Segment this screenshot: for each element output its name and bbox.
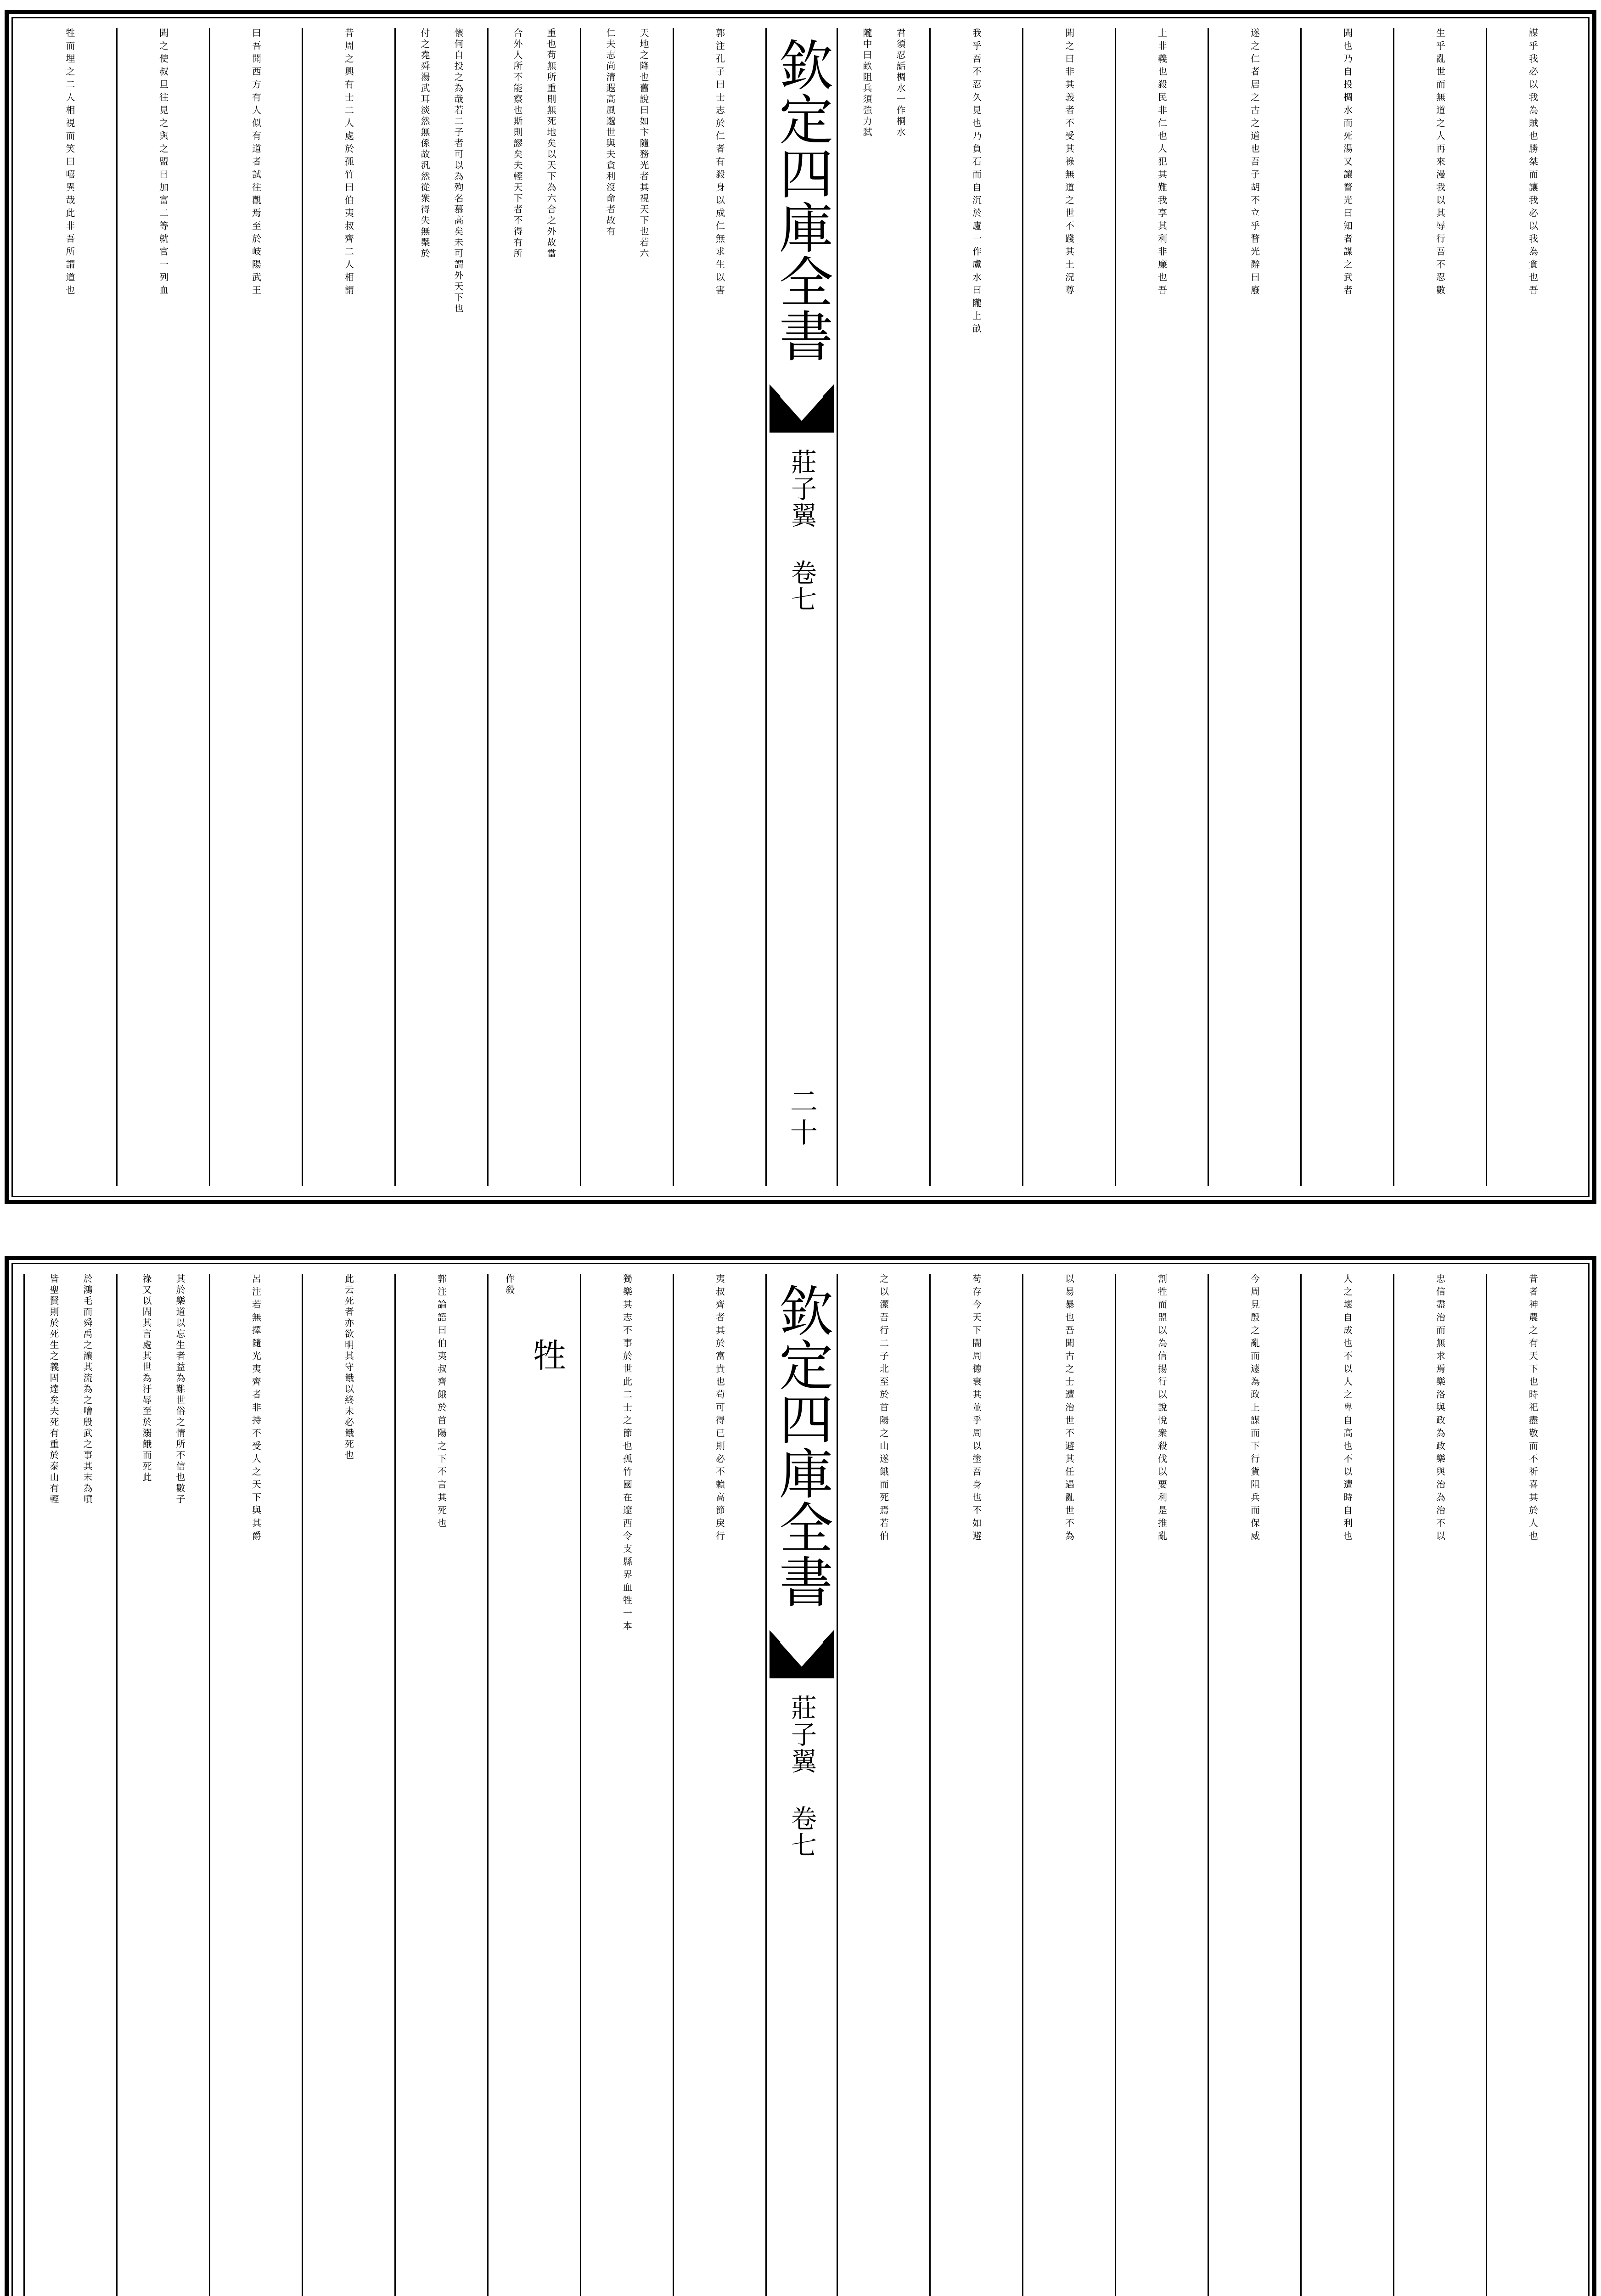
text-column xyxy=(929,1274,1022,2296)
column-text: 忠信盡治而無求焉樂洛與政為政樂與治為治不以 xyxy=(1434,1274,1446,1544)
text-column xyxy=(1486,28,1579,1186)
text-column xyxy=(1022,28,1115,1186)
column-text: 獨樂其志不事於世此二士之節也孤竹國在遼西令支縣界血牲一本 xyxy=(621,1274,633,1634)
running-title: 莊子翼 卷七 xyxy=(787,449,817,613)
book-title: 欽定四庫全書 xyxy=(770,37,833,362)
fish-tail-mark-icon xyxy=(767,375,836,435)
text-column xyxy=(1208,1274,1300,2296)
column-text: 人之壞自成也不以人之卑自高也不以遭時自利也 xyxy=(1342,1274,1353,1544)
column-text: 曰吾聞西方有人似有道者試往觀焉至於岐陽武王 xyxy=(250,28,262,298)
column-text: 呂注若無擇隨光夷齊者非持不受人之天下與其爵 xyxy=(250,1274,262,1544)
commentary-line: 付之堯舜湯武耳淡然無係故汎然從衆得失無槩於 xyxy=(419,28,430,259)
column-text: 昔者神農之有天下也時祀盡敬而不祈喜其於人也 xyxy=(1527,1274,1539,1544)
text-column xyxy=(837,1274,929,2296)
column-text: 昔周之興有士二人處於孤竹曰伯夷叔齊二人相謂 xyxy=(343,28,354,298)
text-column xyxy=(1393,1274,1486,2296)
text-column xyxy=(116,28,209,1186)
column-text: 聞之使叔旦往見之與之盟曰加富二等就官一列血 xyxy=(157,28,169,298)
text-column xyxy=(1208,28,1300,1186)
commentary-line: 牲 xyxy=(528,1338,567,1373)
text-column xyxy=(302,28,394,1186)
commentary-column xyxy=(23,1274,116,2296)
commentary-line: 君須忍詬椆水一作桐水 xyxy=(895,28,906,138)
text-column xyxy=(929,28,1022,1186)
commentary-column xyxy=(302,1274,394,2296)
text-column xyxy=(673,28,765,1186)
text-column xyxy=(1393,28,1486,1186)
column-text: 郭注孔子曰士志於仁者有殺身以成仁無求生以害 xyxy=(714,28,725,298)
text-column xyxy=(1022,1274,1115,2296)
commentary-line: 合外人所不能察也斯則謬矣夫輕天下者不得有所 xyxy=(512,28,523,259)
bottom-page-columns xyxy=(22,1274,1579,2296)
commentary-line: 天地之降也舊說曰如卞隨務光者其視天下也若六 xyxy=(638,28,649,259)
text-column xyxy=(1486,1274,1579,2296)
text-column xyxy=(1300,28,1393,1186)
commentary-column xyxy=(116,1274,209,2296)
commentary-line: 皆聖賢則於死生之義固達矣夫死有重於泰山有輕 xyxy=(48,1274,59,1505)
commentary-line: 懷何自投之為哉若二子者可以為殉名慕高矣未可謂外天下也 xyxy=(453,28,464,315)
commentary-column xyxy=(487,1274,580,2296)
commentary-line: 仁夫志尚清遐高風邈世與夫貪利沒命者故有 xyxy=(605,28,616,237)
column-text: 夷叔齊者其於富貴也苟可得已則必不賴高節戾行 xyxy=(714,1274,725,1544)
commentary-column xyxy=(487,28,580,1186)
column-text: 割牲而盟以為信揚行以說悅衆殺伐以要利是推亂 xyxy=(1156,1274,1168,1544)
bottom-page xyxy=(5,1256,1596,2296)
column-text: 郭注論語曰伯夷叔齊餓於首陽之下不言其死也 xyxy=(436,1274,447,1531)
running-title: 莊子翼 卷七 xyxy=(787,1694,817,1858)
commentary-line: 祿又以聞其言處其世為汙辱至於溺餓而死此 xyxy=(141,1274,152,1483)
text-column xyxy=(209,1274,302,2296)
center-gutter xyxy=(765,1274,837,2296)
column-text: 遂之仁者居之古之道也吾子胡不立乎瞀光辭曰廢 xyxy=(1249,28,1260,298)
text-column xyxy=(209,28,302,1186)
book-title: 欽定四庫全書 xyxy=(770,1283,833,1608)
commentary-line: 作殺 xyxy=(504,1274,515,1296)
column-text: 今周見殷之亂而遽為政上謀而下行貨阻兵而保威 xyxy=(1249,1274,1260,1544)
column-text: 以易暴也吾聞古之士遭治世不避其任遇亂世不為 xyxy=(1063,1274,1075,1544)
text-column xyxy=(394,1274,487,2296)
fish-tail-mark-icon xyxy=(767,1621,836,1681)
center-gutter xyxy=(765,28,837,1186)
column-text: 聞也乃自投椆水而死湯又讓瞀光曰知者謀之武者 xyxy=(1342,28,1353,298)
text-column xyxy=(1115,1274,1208,2296)
column-text: 生乎亂世而無道之人再來漫我以其辱行吾不忍數 xyxy=(1434,28,1446,298)
commentary-line: 重也苟無所重則無死地矣以天下為六合之外故當 xyxy=(545,28,556,259)
commentary-line: 於鴻毛而舜禹之讓其流為之噲殷武之事其末為噴 xyxy=(82,1274,93,1505)
column-text: 聞之曰非其義者不受其祿無道之世不踐其土況尊 xyxy=(1063,28,1075,298)
top-page-columns xyxy=(22,28,1579,1186)
commentary-line: 此云死者亦欲明其守餓以終未必餓死也 xyxy=(343,1274,354,1461)
commentary-column xyxy=(580,28,673,1186)
commentary-column xyxy=(0,1274,23,2296)
page-number: 二十 xyxy=(786,1087,818,1149)
text-column xyxy=(673,1274,765,2296)
column-text: 我乎吾不忍久見也乃負石而自沉於廬一作盧水曰隴上畝 xyxy=(971,28,982,337)
column-text: 苟存今天下闇周德衰其並乎周以塗吾身也不如避 xyxy=(971,1274,982,1544)
text-column xyxy=(1115,28,1208,1186)
commentary-line: 其於樂道以忘生者益為難世俗之情所不信也數子 xyxy=(174,1274,185,1505)
column-text: 謀乎我必以我為賊也勝桀而讓我必以我為貪也吾 xyxy=(1527,28,1539,298)
commentary-column xyxy=(837,28,929,1186)
text-column xyxy=(1300,1274,1393,2296)
column-text: 上非義也殺民非仁也人犯其難我享其利非廉也吾 xyxy=(1156,28,1168,298)
commentary-line: 隴中曰畝阻兵須強力弑 xyxy=(861,28,872,138)
text-column xyxy=(580,1274,673,2296)
commentary-column xyxy=(394,28,487,1186)
column-text: 之以潔吾行二子北至於首陽之山遂餓而死焉若伯 xyxy=(878,1274,889,1544)
text-column xyxy=(23,28,116,1186)
column-text: 牲而埋之二人相視而笑曰嘻異哉此非吾所謂道也 xyxy=(64,28,75,298)
top-page xyxy=(5,10,1596,1204)
